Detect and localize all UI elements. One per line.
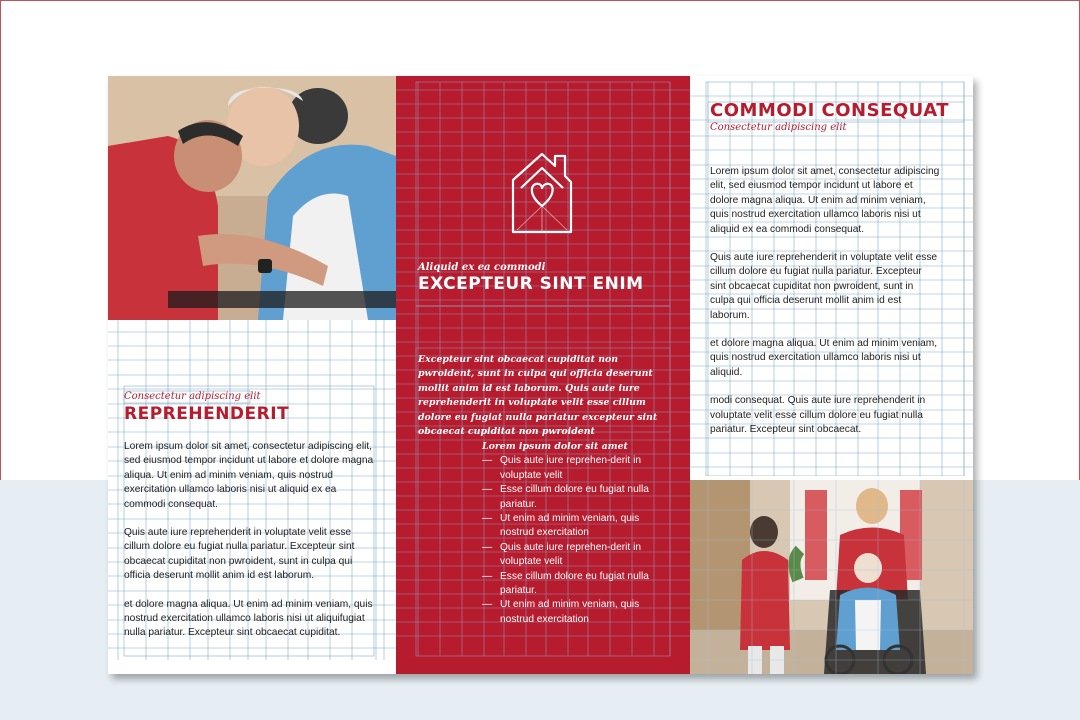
- left-headline: REPREHENDERIT: [124, 404, 290, 424]
- left-kicker: Consectetur adipiscing elit: [124, 391, 261, 402]
- right-paragraph: modi consequat. Quis aute iure reprehenderit in voluptate velit esse cillum dolore eu fugiat nulla pariatur. Excepteur sint obcaecat.: [710, 395, 926, 436]
- brochure-spread: [108, 76, 973, 674]
- list-item: — Ut enim ad minim veniam, quis nostrud exercitation: [482, 598, 662, 627]
- left-paragraph: Lorem ipsum dolor sit amet, consectetur adipiscing elit, sed eiusmod tempor incidunt ut labore et dolore magna aliqua. Ut enim ad minim veniam, quis nostrud exercitation ullamco laboris nisi ut aliquid ex ea commodi consequat.: [124, 441, 374, 510]
- panel-middle: [396, 76, 690, 674]
- photo-caregiver-elderly: [108, 76, 396, 320]
- right-body-text: [710, 165, 940, 452]
- left-paragraph: Quis aute iure reprehenderit in voluptate velit esse cillum dolore eu fugiat nulla pariatur. Excepteur sint obcaecat cupiditat non pwroident, sunt in culpa qui officia deserunt mollit anim id est laborum.: [124, 527, 355, 582]
- left-body-text: [124, 440, 376, 655]
- panel-left: [108, 76, 396, 674]
- right-paragraph: Lorem ipsum dolor sit amet, consectetur adipiscing elit, sed eiusmod tempor incidunt ut labore et dolore magna aliqua. Ut enim ad minim veniam, quis nostrud exercitation ullamco laboris nisi ut aliquid ex ea commodi consequat.: [710, 166, 940, 235]
- middle-kicker: Aliquid ex ea commodi: [418, 262, 546, 273]
- middle-intro-text: Excepteur sint obcaecat cupiditat non pwroident, sunt in culpa qui officia deserunt mollit anim id est laborum. Quis aute iure reprehenderit in voluptate velit esse cillum dolore eu fugiat nulla pariatur excepteur sint obcaecat cupiditat non pwroident: [418, 354, 658, 438]
- bullet-list-title: Lorem ipsum dolor sit amet: [482, 441, 628, 452]
- middle-headline: EXCEPTEUR SINT ENIM: [418, 274, 644, 294]
- right-paragraph: et dolore magna aliqua. Ut enim ad minim veniam, quis nostrud exercitation ullamco laboris nisi ut aliquid.: [710, 338, 938, 378]
- middle-bullet-list: [482, 440, 662, 627]
- list-item: — Esse cillum dolore eu fugiat nulla pariatur.: [482, 570, 662, 599]
- panel-right: [690, 76, 973, 674]
- right-headline: COMMODI CONSEQUAT: [710, 100, 950, 121]
- house-heart-icon: [509, 148, 575, 236]
- right-paragraph: Quis aute iure reprehenderit in voluptate velit esse cillum dolore eu fugiat nulla pariatur. Excepteur sint obcaecat cupiditat non pwroident, sunt in culpa qui officia deserunt mollit anim id est laborum.: [710, 252, 938, 321]
- list-item: — Quis aute iure reprehen-derit in voluptate velit: [482, 541, 662, 570]
- list-item: — Quis aute iure reprehen-derit in voluptate velit: [482, 454, 662, 483]
- list-item: — Ut enim ad minim veniam, quis nostrud exercitation: [482, 512, 662, 541]
- photo-nurses-wheelchair: [690, 480, 973, 674]
- list-item: — Esse cillum dolore eu fugiat nulla pariatur.: [482, 483, 662, 512]
- left-paragraph: et dolore magna aliqua. Ut enim ad minim veniam, quis nostrud exercitation ullamco laboris nisi ut aliquifugiat nulla pariatur. Excepteur sint obcaecat cupiditat.: [124, 598, 373, 639]
- right-kicker: Consectetur adipiscing elit: [710, 122, 847, 133]
